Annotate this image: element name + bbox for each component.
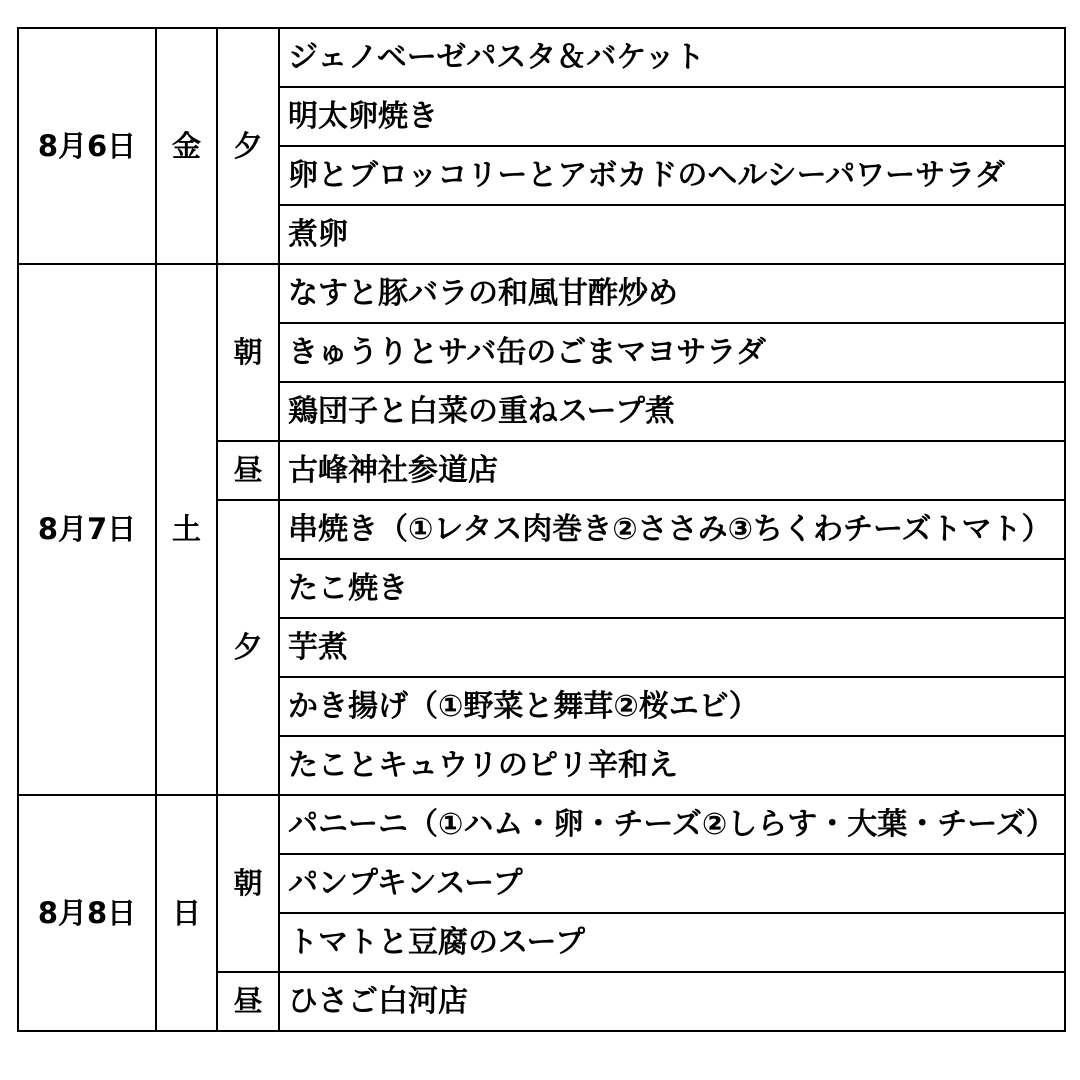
- date-cell: 8月6日: [18, 28, 156, 264]
- dish-cell: きゅうりとサバ缶のごまマヨサラダ: [279, 323, 1065, 382]
- dish-cell: 古峰神社参道店: [279, 441, 1065, 500]
- weekday-cell: 土: [156, 264, 217, 795]
- dish-cell: トマトと豆腐のスープ: [279, 913, 1065, 972]
- dish-cell: 卵とブロッコリーとアボカドのヘルシーパワーサラダ: [279, 146, 1065, 205]
- meal-label-cell: 昼: [217, 972, 279, 1031]
- meal-label-cell: 夕: [217, 500, 279, 795]
- dish-cell: 串焼き（①レタス肉巻き②ささみ③ちくわチーズトマト）: [279, 500, 1065, 559]
- weekday-cell: 日: [156, 795, 217, 1031]
- dish-cell: パニーニ（①ハム・卵・チーズ②しらす・大葉・チーズ）: [279, 795, 1065, 854]
- table-row: [18, 264, 1065, 323]
- dish-cell: ひさご白河店: [279, 972, 1065, 1031]
- meal-label-cell: 昼: [217, 441, 279, 500]
- dish-cell: たこ焼き: [279, 559, 1065, 618]
- table-row: [18, 795, 1065, 854]
- date-cell: 8月7日: [18, 264, 156, 795]
- meal-label-cell: 朝: [217, 264, 279, 441]
- dish-cell: たことキュウリのピリ辛和え: [279, 736, 1065, 795]
- dish-cell: なすと豚バラの和風甘酢炒め: [279, 264, 1065, 323]
- dish-cell: 鶏団子と白菜の重ねスープ煮: [279, 382, 1065, 441]
- meal-label-cell: 夕: [217, 28, 279, 264]
- weekday-cell: 金: [156, 28, 217, 264]
- dish-cell: かき揚げ（①野菜と舞茸②桜エビ）: [279, 677, 1065, 736]
- menu-table: [17, 27, 1066, 1032]
- dish-cell: パンプキンスープ: [279, 854, 1065, 913]
- meal-label-cell: 朝: [217, 795, 279, 972]
- table-row: [18, 28, 1065, 87]
- dish-cell: 煮卵: [279, 205, 1065, 264]
- date-cell: 8月8日: [18, 795, 156, 1031]
- dish-cell: 芋煮: [279, 618, 1065, 677]
- dish-cell: 明太卵焼き: [279, 87, 1065, 146]
- dish-cell: ジェノベーゼパスタ＆バケット: [279, 28, 1065, 87]
